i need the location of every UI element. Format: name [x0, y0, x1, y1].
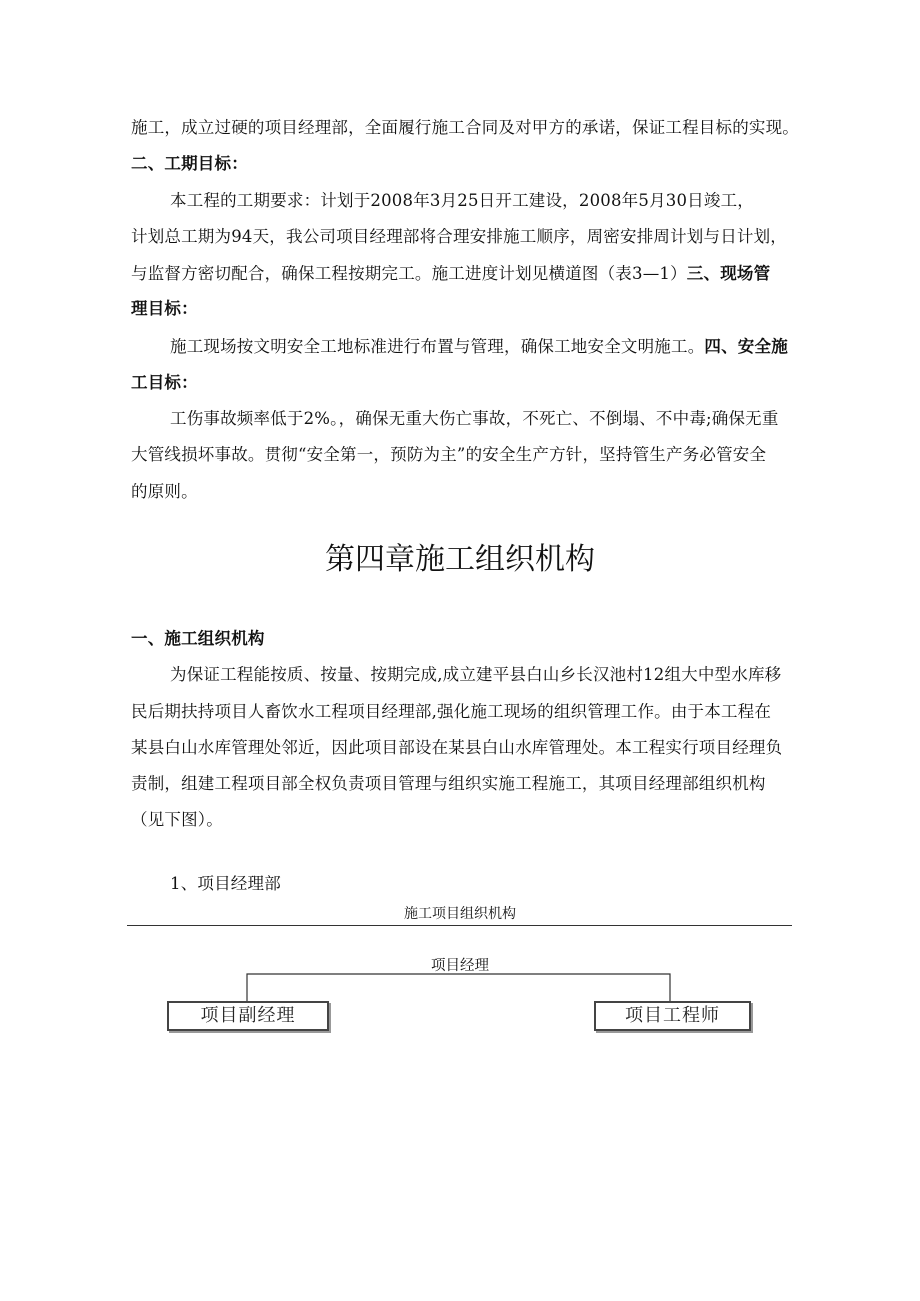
org-node-engineer: 项目工程师: [594, 1001, 751, 1031]
paragraph-line: 施工，成立过硬的项目经理部，全面履行施工合同及对甲方的承诺，保证工程目标的实现。: [131, 118, 799, 137]
paragraph-line: 民后期扶持项目人畜饮水工程项目经理部,强化施工现场的组织管理工作。由于本工程在: [131, 702, 772, 721]
paragraph-line: 的原则。: [131, 482, 198, 501]
org-chart-caption: 施工项目组织机构: [404, 906, 516, 922]
paragraph-line: 责制，组建工程项目部全权负责项目管理与组织实施工程施工，其项目经理部组织机构: [131, 774, 766, 793]
org-node-deputy-manager: 项目副经理: [167, 1001, 329, 1031]
section-heading-site-cont: 理目标：: [131, 299, 198, 318]
section-heading-site: 三、现场管: [686, 264, 771, 283]
paragraph-line: （见下图）。: [131, 810, 223, 829]
paragraph-line: 本工程的工期要求：计划于2008年3月25日开工建设，2008年5月30日竣工，: [170, 191, 754, 210]
section-heading-safety-cont: 工目标：: [131, 373, 198, 392]
paragraph-line: 为保证工程能按质、按量、按期完成,成立建平县白山乡长汉池村12组大中型水库移: [170, 665, 782, 684]
paragraph-text: 与监督方密切配合，确保工程按期完工。施工进度计划见横道图（表3—1）: [131, 264, 687, 283]
section-heading-schedule: 二、工期目标：: [131, 154, 248, 173]
paragraph-line: 某县白山水库管理处邻近，因此项目部设在某县白山水库管理处。本工程实行项目经理负: [131, 738, 783, 757]
paragraph-line: 大管线损坏事故。贯彻“安全第一，预防为主”的安全生产方针，坚持管生产务必管安全: [131, 445, 767, 464]
paragraph-line: 计划总工期为94天，我公司项目经理部将合理安排施工顺序，周密安排周计划与日计划，: [131, 227, 787, 246]
org-node-manager: 项目经理: [431, 958, 489, 974]
chapter-title: 第四章施工组织机构: [325, 542, 595, 577]
paragraph-line: 工伤事故频率低于2%。，确保无重大伤亡事故，不死亡、不倒塌、不中毒;确保无重: [170, 409, 779, 428]
section-heading-org: 一、施工组织机构: [131, 629, 265, 648]
subsection-heading: 1、项目经理部: [170, 874, 281, 893]
paragraph-text: 施工现场按文明安全工地标准进行布置与管理，确保工地安全文明施工。: [170, 337, 705, 356]
section-heading-safety: 四、安全施: [704, 337, 788, 356]
